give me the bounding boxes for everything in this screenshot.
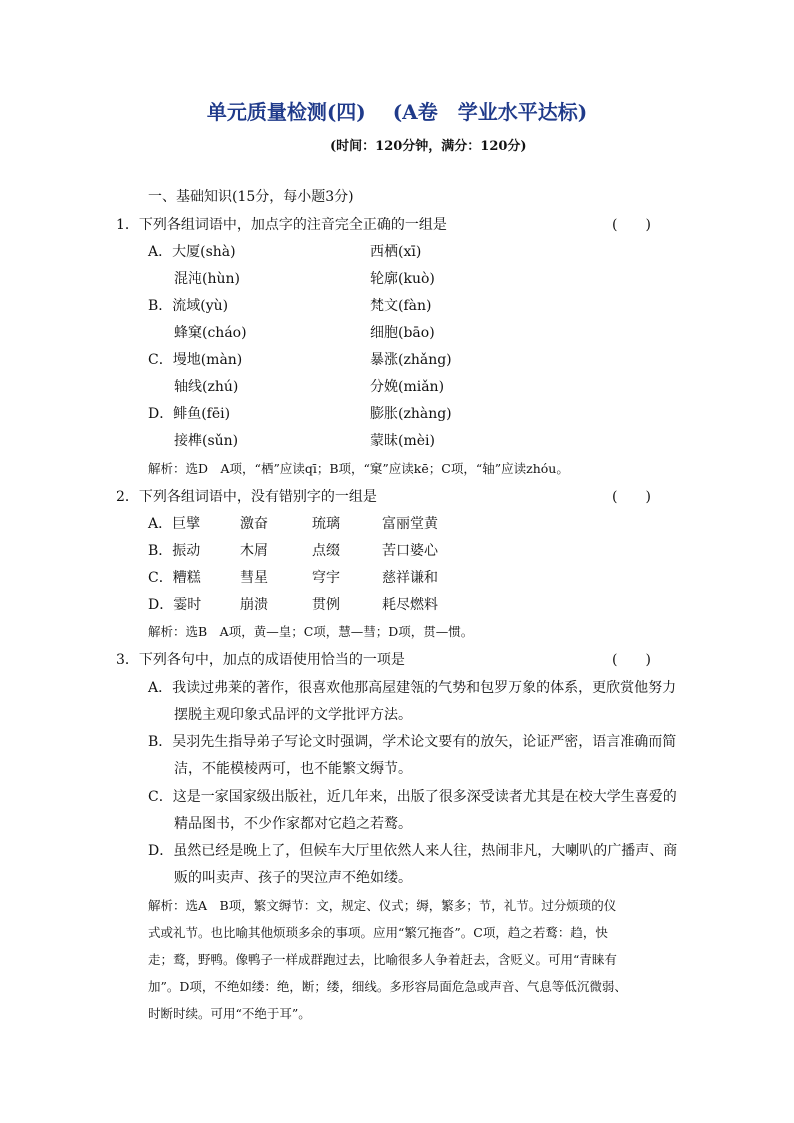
q3-analysis-line2: 式或礼节。也比喻其他烦琐多余的事项。应用“繁冗拖沓”。C项，趋之若鹜：趋，快	[148, 925, 608, 940]
q2-analysis: 解析：选B A项，黄—皇；C项，慧—彗；D项，贯—惯。	[148, 624, 474, 639]
q2-option-c-4: 慈祥谦和	[382, 570, 438, 586]
section-heading: 一、基础知识(15分，每小题3分)	[148, 189, 354, 205]
page-title: 单元质量检测(四) (A卷 学业水平达标)	[206, 100, 588, 124]
q3-option-c-line2: 精品图书，不少作家都对它趋之若鹜。	[174, 816, 412, 832]
q1-option-c-3: 轴线(zhú)	[174, 379, 239, 395]
q3-analysis-line4: 加”。D项，不绝如缕：绝，断；缕，细线。多形容局面危急或声音、气息等低沉微弱、	[148, 979, 627, 994]
q2-option-a-1: A．巨擘	[148, 516, 201, 532]
q3-option-c-line1: C．这是一家国家级出版社，近几年来，出版了很多深受读者尤其是在校大学生喜爱的	[148, 789, 677, 805]
q3-option-b-line2: 洁，不能模棱两可，也不能繁文缛节。	[174, 761, 412, 777]
q3-option-d-line1: D．虽然已经是晚上了，但候车大厅里依然人来人往，热闹非凡，大喇叭的广播声、商	[148, 843, 678, 859]
q1-option-a-2: 西栖(xī)	[370, 244, 422, 260]
q1-option-a-1: A．大厦(shà)	[148, 244, 236, 260]
q3-analysis-line5: 时断时续。可用“不绝于耳”。	[148, 1006, 311, 1021]
q2-option-b-1: B．振动	[148, 543, 201, 559]
q1-option-a-3: 混沌(hùn)	[174, 271, 240, 287]
q1-option-d-1: D．鲱鱼(fēi)	[148, 406, 231, 422]
q2-option-a-4: 富丽堂黄	[382, 516, 438, 532]
q2-option-c-3: 穹宇	[312, 570, 340, 586]
q1-option-a-4: 轮廓(kuò)	[370, 271, 435, 287]
question-2-answer-blank: ( )	[612, 489, 651, 505]
exam-info: (时间：120分钟，满分：120分)	[330, 139, 527, 154]
q2-option-d-4: 耗尽燃料	[382, 597, 438, 613]
q1-option-b-2: 梵文(fàn)	[370, 298, 432, 314]
q1-analysis: 解析：选D A项，“栖”应读qī；B项，“窠”应读kē；C项，“轴”应读zhóu。	[148, 461, 569, 476]
q3-option-b-line1: B．吴羽先生指导弟子写论文时强调，学术论文要有的放矢，论证严密，语言准确而简	[148, 734, 677, 750]
question-3-stem: 3．下列各句中，加点的成语使用恰当的一项是	[116, 652, 405, 668]
question-3-answer-blank: ( )	[612, 652, 651, 668]
question-1-answer-blank: ( )	[612, 217, 651, 233]
q2-option-d-1: D．霎时	[148, 597, 202, 613]
q2-option-b-2: 木屑	[240, 543, 268, 559]
q1-option-b-4: 细胞(bāo)	[370, 325, 435, 341]
q1-option-d-4: 蒙昧(mèi)	[370, 433, 435, 449]
q2-option-d-3: 贯例	[312, 597, 340, 613]
q2-option-b-3: 点缀	[312, 543, 340, 559]
q2-option-c-1: C．糟糕	[148, 570, 201, 586]
q3-option-a-line1: A．我读过弗莱的著作，很喜欢他那高屋建瓴的气势和包罗万象的体系，更欣赏他努力	[148, 680, 677, 696]
question-1-stem: 1．下列各组词语中，加点字的注音完全正确的一组是	[116, 217, 447, 233]
q2-option-a-3: 琉璃	[312, 516, 340, 532]
q3-option-a-line2: 摆脱主观印象式品评的文学批评方法。	[174, 707, 412, 723]
q1-option-b-1: B．流域(yù)	[148, 298, 229, 314]
q1-option-c-2: 暴涨(zhǎng)	[370, 352, 452, 368]
q2-option-a-2: 激奋	[240, 516, 268, 532]
q3-analysis-line1: 解析：选A B项，繁文缛节：文，规定、仪式；缛，繁多；节，礼节。过分烦琐的仪	[148, 898, 617, 913]
q1-option-c-1: C．墁地(màn)	[148, 352, 243, 368]
q1-option-b-3: 蜂窠(cháo)	[174, 325, 247, 341]
q3-analysis-line3: 走；鹜，野鸭。像鸭子一样成群跑过去，比喻很多人争着赶去，含贬义。可用“青睐有	[148, 952, 617, 967]
q2-option-d-2: 崩溃	[240, 597, 268, 613]
q2-option-b-4: 苦口婆心	[382, 543, 438, 559]
q1-option-d-3: 接榫(sǔn)	[174, 433, 239, 449]
question-2-stem: 2．下列各组词语中，没有错别字的一组是	[116, 489, 377, 505]
q1-option-c-4: 分娩(miǎn)	[370, 379, 445, 395]
q1-option-d-2: 膨胀(zhàng)	[370, 406, 452, 422]
q3-option-d-line2: 贩的叫卖声、孩子的哭泣声不绝如缕。	[174, 870, 412, 886]
q2-option-c-2: 彗星	[240, 570, 268, 586]
